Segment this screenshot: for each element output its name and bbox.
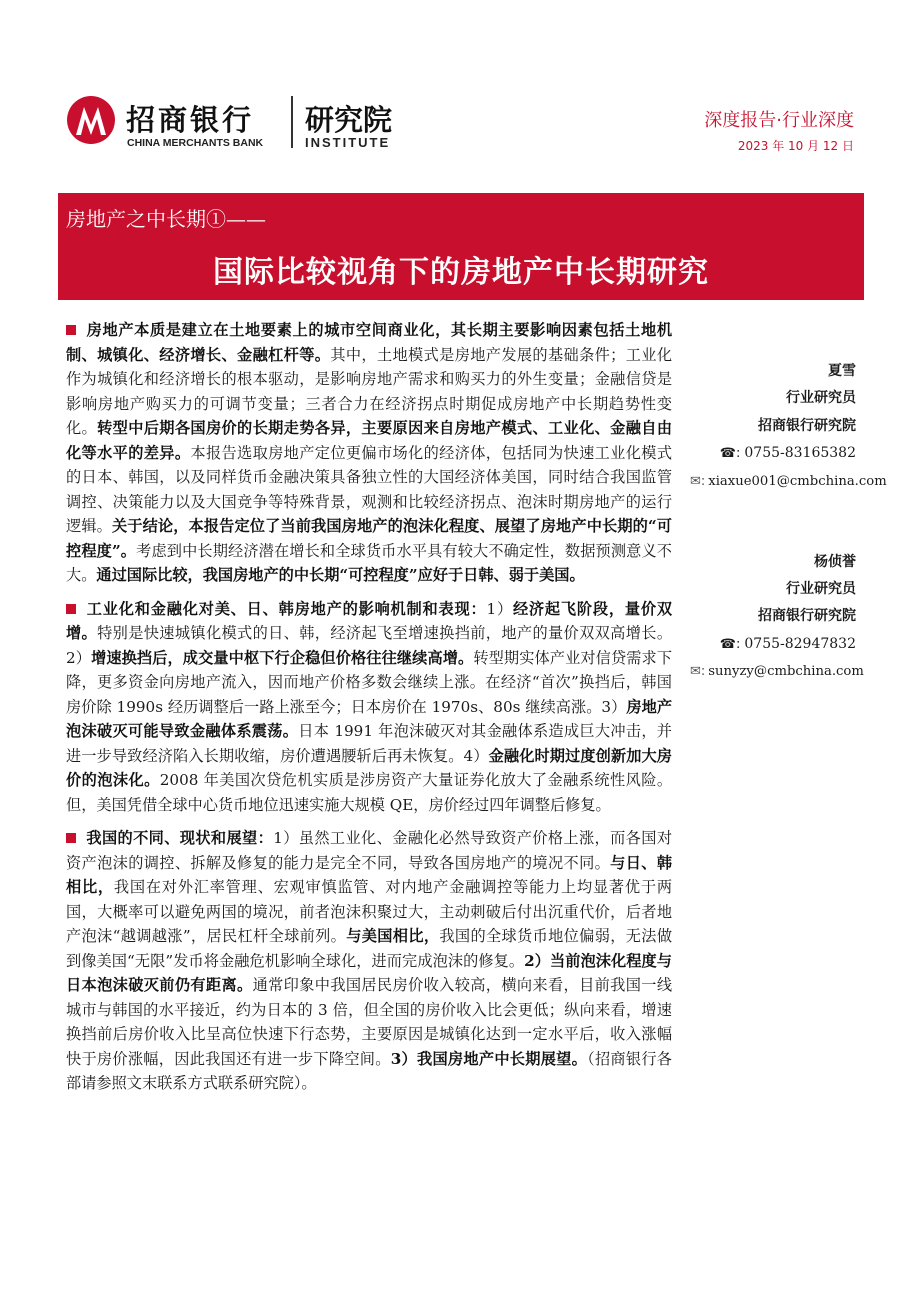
author-card <box>690 358 887 495</box>
bold-text-run: 工业化和金融化对美、日、韩房地产的影响机制和表现： <box>86 599 487 618</box>
bold-text-run: 2）当前泡沫化程度与日本泡沫破灭前仍有距离。 <box>66 951 672 994</box>
phone-icon: ☎: <box>719 446 741 461</box>
title-banner <box>58 193 864 300</box>
author-email-address[interactable]: sunyzy@cmbchina.com <box>708 664 864 679</box>
bullet-square-icon <box>66 833 76 843</box>
author-org: 招商银行研究院 <box>758 417 856 434</box>
bold-text-run: 与日、韩相比， <box>66 853 673 896</box>
bullet-square-icon <box>66 325 76 335</box>
text-run: 2008 年美国次贷危机实质是涉房资产大量证券化放大了金融系统性风险。但，美国凭借全球中心货币地位迅速实施大规模 QE，房价经过四年调整后修复。 <box>66 771 673 814</box>
author-phone-number: 0755-83165382 <box>744 445 856 461</box>
text-run: 考虑到中长期经济潜在增长和全球货币水平具有较大不确定性，数据预测意义不大。 <box>66 541 672 584</box>
summary-body <box>66 318 672 1105</box>
author-email-address[interactable]: xiaxue001@cmbchina.com <box>708 473 887 489</box>
text-run: 转型期实体产业对信贷需求下降，更多资金向房地产流入，因而地产价格多数会继续上涨。在经济“首次”换挡后，韩国房价除 1990s 经历调整后一路上涨至今；日本房价在 1970s、80s 继续高涨。3） <box>66 648 673 716</box>
mail-icon: ✉: <box>690 473 706 489</box>
text-run: 其中，土地模式是房地产发展的基础条件；工业化作为城镇化和经济增长的根本驱动，是影响房地产需求和购买力的外生变量；金融信贷是影响房地产购买力的可调节变量；三者合力在经济拐点时期促成房地产中长期趋势性变化。 <box>66 345 673 437</box>
text-run: 1） <box>486 599 513 618</box>
text-run: （招商银行各部请参照文末联系方式联系研究院）。 <box>66 1049 672 1092</box>
bold-text-run: 房地产泡沫破灭可能导致金融体系震荡。 <box>66 697 673 740</box>
institute-name-en: INSTITUTE <box>305 135 391 150</box>
bold-text-run: 经济起飞阶段，量价双增。 <box>66 599 673 642</box>
report-type: 深度报告·行业深度 <box>704 110 854 131</box>
mail-icon: ✉: <box>690 664 706 679</box>
author-card <box>690 549 864 686</box>
bold-text-run: 转型中后期各国房价的长期走势各异，主要原因来自房地产模式、工业化、金融自由化等水平的差异。 <box>66 419 673 462</box>
author-phone <box>690 631 856 659</box>
bullet-square-icon <box>66 604 76 614</box>
author-title: 行业研究员 <box>786 390 856 406</box>
cmb-logo-icon <box>66 95 116 145</box>
summary-paragraph <box>66 597 672 818</box>
author-name: 夏雪 <box>828 363 856 379</box>
brand-name-cn: 招商银行 <box>126 103 255 137</box>
cmb-logo <box>66 95 116 145</box>
bold-text-run: 房地产本质是建立在土地要素上的城市空间商业化，其长期主要影响因素包括土地机制、城镇化、经济增长、金融杠杆等。 <box>66 321 672 364</box>
phone-icon: ☎: <box>719 636 741 652</box>
header-divider <box>291 96 293 148</box>
bold-text-run: 关于结论，本报告定位了当前我国房地产的泡沫化程度、展望了房地产中长期的“可控程度”。 <box>66 517 672 560</box>
bold-text-run: 通过国际比较，我国房地产的中长期“可控程度”应好于日韩、弱于美国。 <box>96 566 585 584</box>
bold-text-run: 增速换挡后，成交量中枢下行企稳但价格往往继续高增。 <box>91 648 474 667</box>
author-email[interactable] <box>690 468 887 495</box>
report-title: 国际比较视角下的房地产中长期研究 <box>213 255 709 290</box>
report-date: 2023 年 10 月 12 日 <box>737 139 854 153</box>
bold-text-run: 我国的不同、现状和展望： <box>86 829 274 847</box>
text-run: 我国在对外汇率管理、宏观审慎监管、对内地产金融调控等能力上均显著优于两国，大概率可以避免两国的境况，前者泡沫积聚过大，主动刺破后付出沉重代价，后者地产泡沫“越调越涨”，居民杠杆全球前列。 <box>66 878 673 945</box>
author-name: 杨侦誉 <box>814 553 856 570</box>
text-run: 本报告选取房地产定位更偏市场化的经济体，包括同为快速工业化模式的日本、韩国，以及同样货币金融决策具备独立性的大国经济体美国，同时结合我国监管调控、决策能力以及大国竞争等特殊背景，观测和比较经济拐点、泡沫时期房地产的运行逻辑。 <box>66 443 673 535</box>
text-run: 特别是快速城镇化模式的日、韩，经济起飞至增速换挡前，地产的量价双双高增长。2） <box>66 624 673 667</box>
text-run: 1）虽然工业化、金融化必然导致资产价格上涨，而各国对资产泡沫的调控、拆解及修复的能力是完全不同，导致各国房地产的境况不同。 <box>66 829 673 872</box>
author-phone-number: 0755-82947832 <box>744 635 856 652</box>
series-title: 房地产之中长期①—— <box>66 207 266 231</box>
author-sidebar <box>690 358 887 685</box>
bold-text-run: 金融化时期过度创新加大房价的泡沫化。 <box>66 746 672 789</box>
author-spacer <box>690 495 856 549</box>
bold-text-run: 与美国相比， <box>346 927 440 945</box>
brand-name-en: CHINA MERCHANTS BANK <box>127 137 264 149</box>
text-run: 日本 1991 年泡沫破灭对其金融体系造成巨大冲击，并进一步导致经济陷入长期收缩，房价遭遇腰斩后再未恢复。4） <box>66 722 672 765</box>
summary-paragraph <box>66 318 672 588</box>
author-org: 招商银行研究院 <box>758 608 856 624</box>
author-email[interactable] <box>690 658 864 685</box>
bold-text-run: 3）我国房地产中长期展望。 <box>390 1049 588 1068</box>
text-run: 通常印象中我国居民房价收入较高，横向来看，目前我国一线城市与韩国的水平接近，约为日本的 3 倍，但全国的房价收入比会更低；纵向来看，增速换挡前后房价收入比呈高位快速下行态势，主要原因是城镇化达到一定水平后，收入涨幅快于房价涨幅，因此我国还有进一步下降空间。 <box>66 976 673 1068</box>
author-title: 行业研究员 <box>786 580 856 597</box>
author-phone <box>690 440 856 468</box>
institute-name-cn: 研究院 <box>305 103 393 137</box>
summary-paragraph <box>66 826 672 1096</box>
text-run: 我国的全球货币地位偏弱，无法做到像美国“无限”发币将金融危机影响全球化，进而完成泡沫的修复。 <box>66 927 673 970</box>
